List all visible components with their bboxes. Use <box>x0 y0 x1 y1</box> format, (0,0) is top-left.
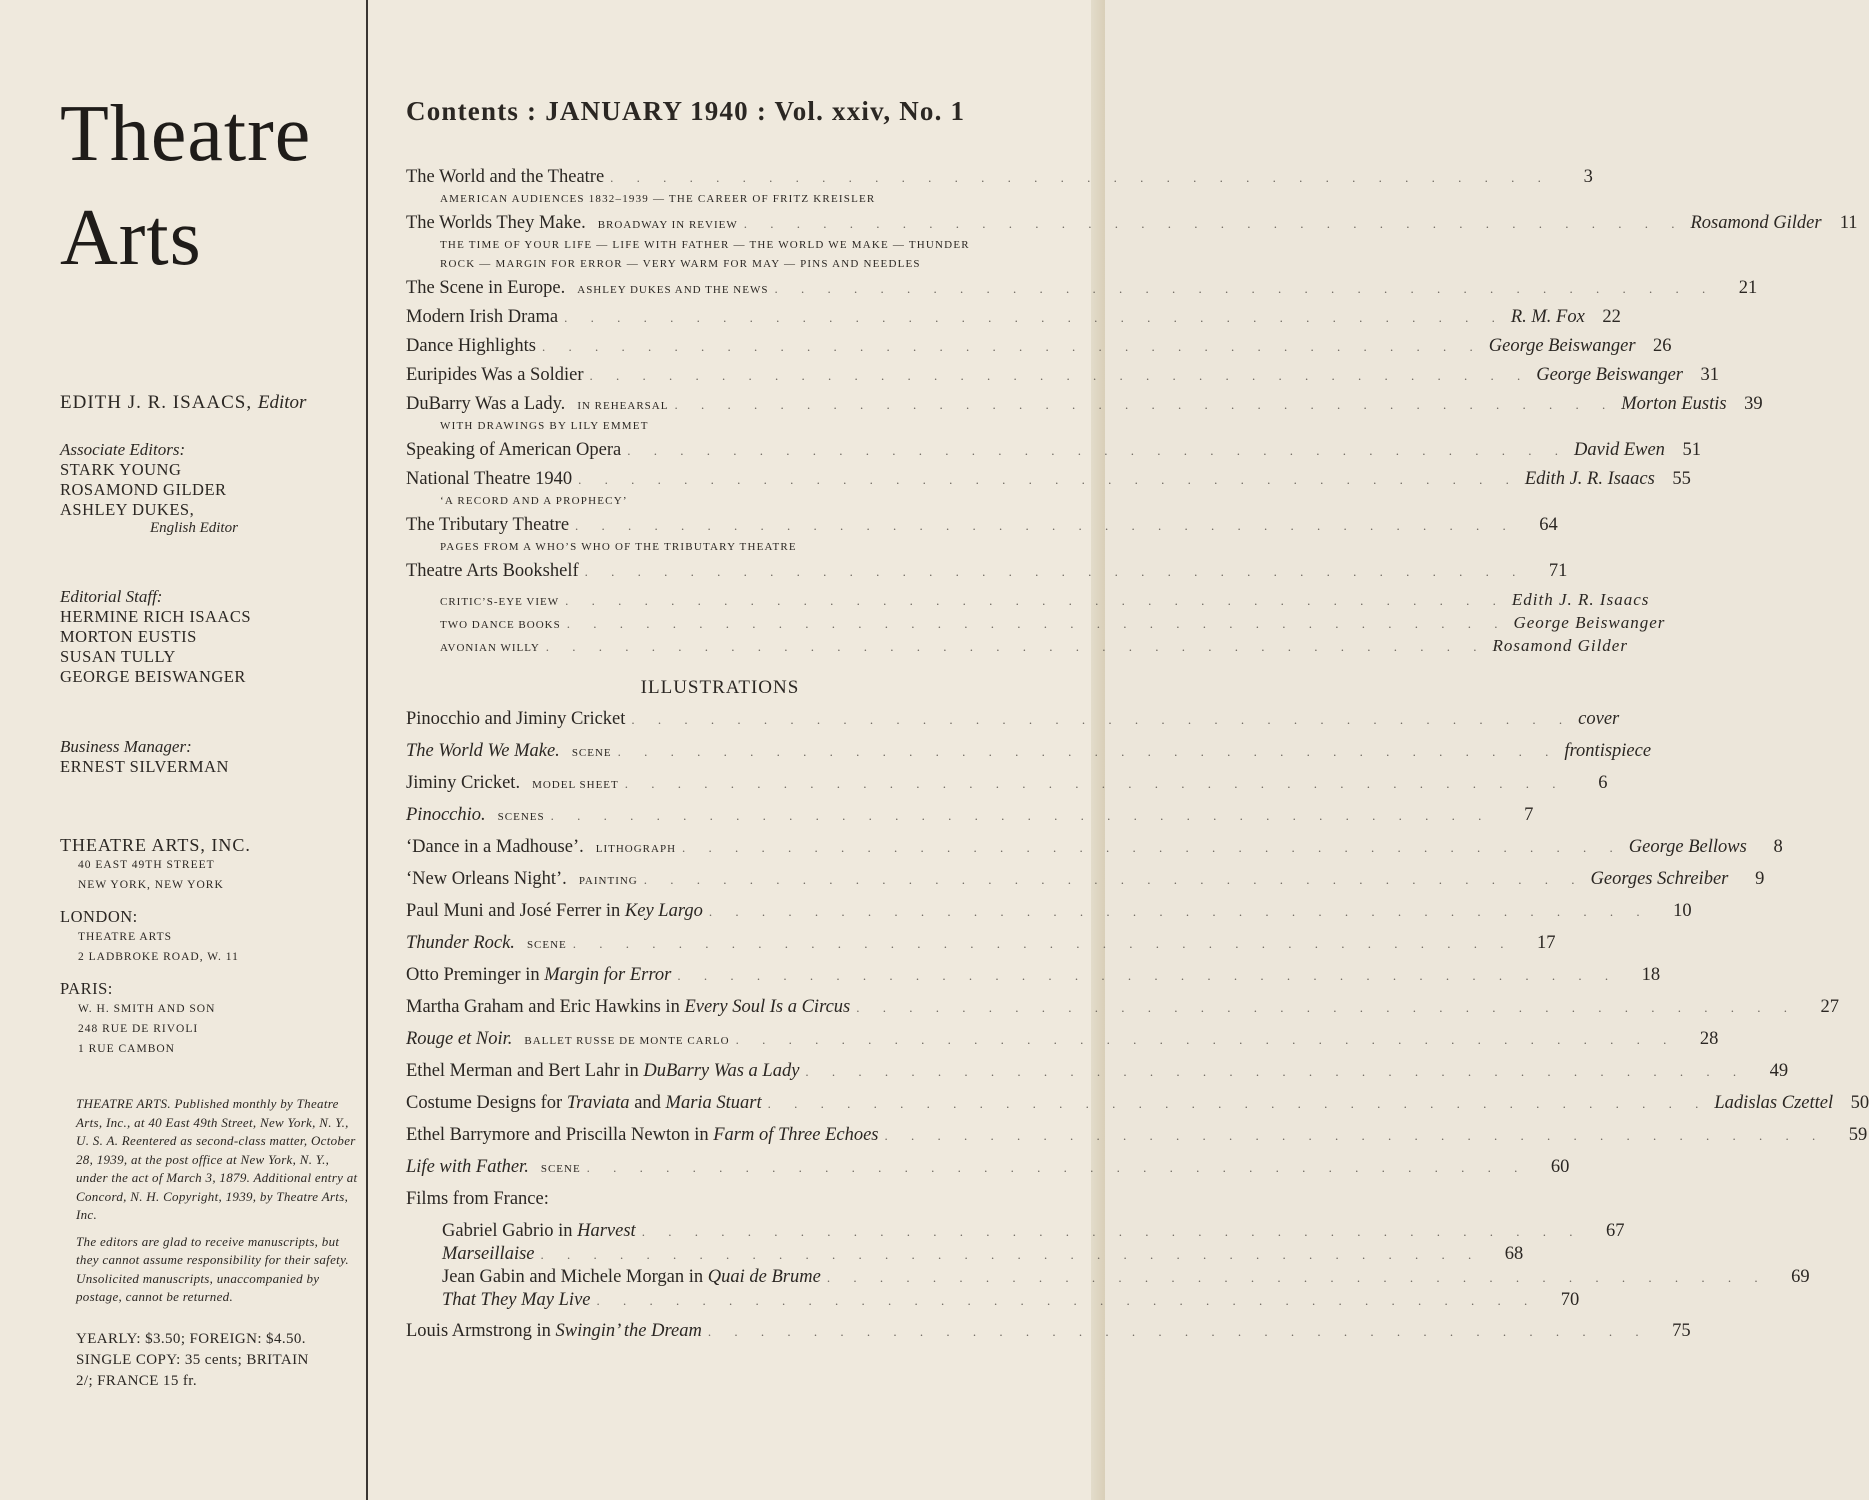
leader-dots: . . . . . . . . . . . . . . . . . . . . . . . . . . . . . . . . . . . . <box>624 776 1566 791</box>
illustration-title <box>406 997 850 1018</box>
associate-editor: ROSAMOND GILDER <box>60 480 227 499</box>
entry-note: ‘A RECORD AND A PROPHECY’ <box>440 495 628 507</box>
illustration-page: 70 <box>1560 1290 1580 1310</box>
contents-entry <box>406 307 1621 336</box>
bookshelf-title: AVONIAN WILLY <box>440 642 540 654</box>
illustration-entry <box>406 965 1661 997</box>
illustration-entry <box>406 869 1765 901</box>
illustration-page: frontispiece <box>1564 741 1652 761</box>
leader-dots: . . . . . . . . . . . . . . . . . . . . . . . . . . . . . . . . . . . . <box>677 968 1619 983</box>
editor-line <box>60 392 360 414</box>
illustration-title <box>442 1221 636 1242</box>
london-block <box>60 907 360 967</box>
illustration-subtitle: MODEL SHEET <box>532 779 619 791</box>
illustration-entry <box>406 709 1620 741</box>
entry-page: 64 <box>1539 515 1558 535</box>
leader-dots: . . . . . . . . . . . . . . . . . . . . . . . . . . . . . . . . . . . . <box>774 281 1716 296</box>
leader-dots: . . . . . . . . . . . . . . . . . . . . . . . . . . . . . . . . . . . . <box>572 936 1514 951</box>
title-italic: Rouge et Noir. <box>406 1029 513 1049</box>
magazine-title-line2: Arts <box>60 194 202 282</box>
leader-dots: . . . . . . . . . . . . . . . . . . . . . . . . . . . . . . . . . . . . <box>565 593 1506 608</box>
entry-title: National Theatre 1940 <box>406 469 573 489</box>
entry-author: Morton Eustis <box>1621 394 1727 414</box>
title-text: Jean Gabin and Michele Morgan in <box>442 1267 708 1287</box>
illustration-title <box>406 869 567 890</box>
entry-author: George Beiswanger <box>1488 336 1636 356</box>
entry-title: Modern Irish Drama <box>406 307 559 327</box>
title-italic: Harvest <box>577 1221 636 1241</box>
london-address: THEATRE ARTS <box>78 931 173 943</box>
bookshelf-entry <box>406 613 1666 636</box>
illustration-entry <box>406 805 1534 837</box>
bookshelf-title: TWO DANCE BOOKS <box>440 619 561 631</box>
illustration-subtitle: SCENE <box>571 747 612 759</box>
associate-label: Associate Editors: <box>60 440 186 459</box>
illustration-title <box>406 965 671 986</box>
last-illustration <box>406 1321 1691 1353</box>
leader-dots: . . . . . . . . . . . . . . . . . . . . . . . . . . . . . . . . . . . . <box>610 170 1551 185</box>
bookshelf-author: George Beiswanger <box>1513 613 1666 632</box>
leader-dots: . . . . . . . . . . . . . . . . . . . . . . . . . . . . . . . . . . . . <box>805 1064 1747 1079</box>
illustration-page: 50 <box>1850 1093 1869 1113</box>
title-italic: Margin for Error <box>544 965 672 985</box>
business-label: Business Manager: <box>60 737 192 756</box>
illustration-subtitle: LITHOGRAPH <box>595 843 677 855</box>
publication-note: THEATRE ARTS. Published monthly by Theatre Arts, Inc., at 40 East 49th Street, New York, N. Y., U. S. A. Reentered as second-class matter, October 28, 1939, at the post office at New York, N. Y., under the act of March 3, 1879. Additional entry at Concord, N. H. Copyright, 1939, by Theatre Arts, Inc. <box>76 1096 358 1222</box>
editorial-staff <box>60 587 360 687</box>
contents-entry <box>406 440 1701 469</box>
manuscript-note: The editors are glad to receive manuscripts, but they cannot assume responsibility for their safety. Unsolicited manuscripts, unaccompanied by postage, cannot be returned. <box>76 1233 349 1304</box>
leader-dots: . . . . . . . . . . . . . . . . . . . . . . . . . . . . . . . . . . . . <box>682 840 1623 855</box>
staff-label: Editorial Staff: <box>60 587 163 606</box>
leader-dots: . . . . . . . . . . . . . . . . . . . . . . . . . . . . . . . . . . . . <box>589 368 1531 383</box>
illustration-entry <box>406 1157 1570 1189</box>
staff-member: GEORGE BEISWANGER <box>60 667 246 686</box>
london-label: LONDON: <box>60 907 138 926</box>
entry-page: 11 <box>1839 213 1858 233</box>
films-list <box>406 1221 1810 1313</box>
contents-list <box>406 167 1858 590</box>
title-text: ‘New Orleans Night’. <box>406 869 567 889</box>
illustration-entry <box>406 1125 1868 1157</box>
title-italic: Farm of Three Echoes <box>713 1125 879 1145</box>
illustration-entry <box>406 933 1556 965</box>
leader-dots: . . . . . . . . . . . . . . . . . . . . . . . . . . . . . . . . . . . . <box>540 1247 1482 1262</box>
leader-dots: . . . . . . . . . . . . . . . . . . . . . . . . . . . . . . . . . . . . <box>643 872 1585 887</box>
leader-dots: . . . . . . . . . . . . . . . . . . . . . . . . . . . . . . . . . . . . <box>735 1032 1677 1047</box>
bookshelf-author: Edith J. R. Isaacs <box>1511 590 1650 609</box>
entry-note: AMERICAN AUDIENCES 1832–1939 — THE CAREER OF FRITZ KREISLER <box>440 193 876 205</box>
illustration-title <box>406 709 625 730</box>
title-text: ‘Dance in a Madhouse’. <box>406 837 584 857</box>
staff-member: HERMINE RICH ISAACS <box>60 607 252 626</box>
illustration-subtitle: SCENES <box>497 811 545 823</box>
business-name: ERNEST SILVERMAN <box>60 757 229 776</box>
london-address: 2 LADBROKE ROAD, W. 11 <box>78 951 239 963</box>
title-text: Paul Muni and José Ferrer in <box>406 901 625 921</box>
contents-entry <box>406 336 1672 365</box>
entry-title: The Worlds They Make. <box>406 213 586 233</box>
illustration-title <box>406 805 486 826</box>
illustration-title <box>406 773 520 794</box>
subscription-prices <box>60 1329 360 1392</box>
bookshelf-entry <box>406 636 1628 659</box>
illustration-page: 7 <box>1524 805 1534 825</box>
title-text: Gabriel Gabrio in <box>442 1221 578 1241</box>
leader-dots: . . . . . . . . . . . . . . . . . . . . . . . . . . . . . . . . . . . . <box>767 1096 1709 1111</box>
company-block <box>60 835 360 895</box>
title-italic: Maria Stuart <box>665 1093 762 1113</box>
title-text: Otto Preminger in <box>406 965 545 985</box>
illustration-artist: George Bellows <box>1628 837 1747 857</box>
associate-editors <box>60 440 360 537</box>
illustration-entry <box>406 773 1608 805</box>
illustration-title <box>406 1093 762 1114</box>
contents-entry <box>406 365 1720 394</box>
price-line: SINGLE COPY: 35 cents; BRITAIN <box>76 1351 309 1368</box>
leader-dots: . . . . . . . . . . . . . . . . . . . . . . . . . . . . . . . . . . . . <box>884 1128 1826 1143</box>
illustration-title <box>406 901 703 922</box>
company-address: 40 EAST 49TH STREET <box>78 859 215 871</box>
title-italic: Marseillaise <box>442 1244 535 1264</box>
entry-title: Speaking of American Opera <box>406 440 622 460</box>
film-entry <box>406 1267 1810 1290</box>
entry-title: DuBarry Was a Lady. <box>406 394 566 414</box>
illustration-subtitle: SCENE <box>526 939 567 951</box>
illustration-entry <box>406 837 1783 869</box>
paris-label: PARIS: <box>60 979 113 998</box>
title-italic: Key Largo <box>624 901 703 921</box>
leader-dots: . . . . . . . . . . . . . . . . . . . . . . . . . . . . . . . . . . . . <box>596 1293 1538 1308</box>
films-label: Films from France: <box>406 1189 549 1209</box>
illustration-page: 67 <box>1605 1221 1625 1241</box>
entry-title: The Scene in Europe. <box>406 278 566 298</box>
staff-member: MORTON EUSTIS <box>60 627 197 646</box>
illustration-entry <box>406 1029 1719 1061</box>
entry-page: 26 <box>1653 336 1672 356</box>
column-divider <box>366 0 368 1500</box>
film-entry <box>406 1290 1580 1313</box>
leader-dots: . . . . . . . . . . . . . . . . . . . . . . . . . . . . . . . . . . . . <box>566 616 1508 631</box>
illustration-title <box>442 1290 591 1311</box>
illustration-page: 49 <box>1769 1061 1789 1081</box>
leader-dots: . . . . . . . . . . . . . . . . . . . . . . . . . . . . . . . . . . . . <box>578 472 1519 487</box>
title-italic: Life with Father. <box>406 1157 529 1177</box>
entry-page: 55 <box>1672 469 1691 489</box>
title-italic: Swingin’ the Dream <box>555 1321 702 1341</box>
title-text: Ethel Merman and Bert Lahr in <box>406 1061 644 1081</box>
editor-name: EDITH J. R. ISAACS, <box>60 392 253 413</box>
film-entry <box>406 1244 1524 1267</box>
illustration-entry <box>406 901 1692 933</box>
title-text: Jiminy Cricket. <box>406 773 521 793</box>
entry-title: The World and the Theatre <box>406 167 605 187</box>
illustration-title <box>406 1321 702 1342</box>
illustration-entry <box>406 997 1839 1029</box>
leader-dots: . . . . . . . . . . . . . . . . . . . . . . . . . . . . . . . . . . . . <box>856 1000 1797 1015</box>
entry-title: The Tributary Theatre <box>406 515 570 535</box>
price-line: 2/; FRANCE 15 fr. <box>76 1372 197 1389</box>
masthead <box>60 82 360 1392</box>
paris-address: W. H. SMITH AND SON <box>78 1003 216 1015</box>
contents-entry <box>406 561 1568 590</box>
title-italic: That They May Live <box>442 1290 591 1310</box>
entry-page: 51 <box>1682 440 1701 460</box>
illustration-entry <box>406 741 1652 773</box>
illustration-title <box>406 1157 529 1178</box>
entry-note: THE TIME OF YOUR LIFE — LIFE WITH FATHER — THE WORLD WE MAKE — THUNDER ROCK — MARGIN FOR ERROR — VERY WARM FOR MAY — PINS AND NEEDLES <box>440 239 970 270</box>
company-name: THEATRE ARTS, INC. <box>60 835 251 855</box>
entry-subtitle: ASHLEY DUKES AND THE NEWS <box>577 284 769 296</box>
title-italic: Traviata <box>566 1093 630 1113</box>
illustration-page: 27 <box>1820 997 1839 1017</box>
illustration-title <box>406 933 515 954</box>
company-address: NEW YORK, NEW YORK <box>78 879 224 891</box>
illustrations-list <box>406 709 1869 1189</box>
price-line: YEARLY: $3.50; FOREIGN: $4.50. <box>76 1330 306 1347</box>
leader-dots: . . . . . . . . . . . . . . . . . . . . . . . . . . . . . . . . . . . . <box>826 1270 1768 1285</box>
illustration-page: 10 <box>1673 901 1692 921</box>
contents-column <box>406 96 1869 1353</box>
illustration-page: 60 <box>1550 1157 1570 1177</box>
entry-page: 71 <box>1548 561 1568 581</box>
title-italic: Quai de Brume <box>707 1267 821 1287</box>
entry-page: 39 <box>1744 394 1763 414</box>
title-italic: The World We Make. <box>406 741 560 761</box>
entry-note: WITH DRAWINGS BY LILY EMMET <box>440 420 649 432</box>
leader-dots: . . . . . . . . . . . . . . . . . . . . . . . . . . . . . . . . . . . . <box>586 1160 1528 1175</box>
leader-dots: . . . . . . . . . . . . . . . . . . . . . . . . . . . . . . . . . . . . <box>674 397 1616 412</box>
illustration-page: 75 <box>1672 1321 1691 1341</box>
entry-author: Rosamond Gilder <box>1690 213 1822 233</box>
title-italic: DuBarry Was a Lady <box>643 1061 800 1081</box>
illustration-page: 28 <box>1699 1029 1719 1049</box>
english-editor: English Editor <box>150 520 238 536</box>
illustration-page: cover <box>1578 709 1620 729</box>
editor-role: Editor <box>257 392 307 413</box>
entry-subtitle: IN REHEARSAL <box>577 400 669 412</box>
illustration-entry <box>406 1321 1691 1353</box>
illustration-subtitle: PAINTING <box>578 875 638 887</box>
title-italic: Pinocchio. <box>406 805 486 825</box>
entry-title: Dance Highlights <box>406 336 536 356</box>
business-manager <box>60 737 360 777</box>
leader-dots: . . . . . . . . . . . . . . . . . . . . . . . . . . . . . . . . . . . . <box>743 216 1685 231</box>
illustration-page: 8 <box>1773 837 1783 857</box>
bookshelf-title: CRITIC’S-EYE VIEW <box>440 596 560 608</box>
entry-page: 31 <box>1700 365 1720 385</box>
leader-dots: . . . . . . . . . . . . . . . . . . . . . . . . . . . . . . . . . . . . <box>550 808 1492 823</box>
entry-page: 21 <box>1738 278 1758 298</box>
paris-address: 1 RUE CAMBON <box>78 1043 175 1055</box>
entry-title: Theatre Arts Bookshelf <box>406 561 579 581</box>
entry-author: R. M. Fox <box>1510 307 1585 327</box>
illustration-title <box>406 1061 799 1082</box>
title-text: Ethel Barrymore and Priscilla Newton in <box>406 1125 714 1145</box>
illustration-artist: Ladislas Czettel <box>1714 1093 1834 1113</box>
leader-dots: . . . . . . . . . . . . . . . . . . . . . . . . . . . . . . . . . . . . <box>708 904 1650 919</box>
paris-address: 248 RUE DE RIVOLI <box>78 1023 199 1035</box>
bookshelf-list <box>406 590 1666 659</box>
title-italic: Thunder Rock. <box>406 933 515 953</box>
leader-dots: . . . . . . . . . . . . . . . . . . . . . . . . . . . . . . . . . . . . <box>631 712 1573 727</box>
magazine-title-line1: Theatre <box>60 90 312 178</box>
illustration-page: 9 <box>1755 869 1765 889</box>
illustration-page: 69 <box>1791 1267 1810 1287</box>
illustration-entry <box>406 1061 1789 1093</box>
title-text: and <box>629 1093 666 1113</box>
entry-title: Euripides Was a Soldier <box>406 365 584 385</box>
title-text: Pinocchio and Jiminy Cricket <box>406 709 626 729</box>
title-italic: Every Soul Is a Circus <box>684 997 851 1017</box>
illustration-page: 18 <box>1641 965 1661 985</box>
illustration-title <box>406 741 560 762</box>
contents-entry <box>406 278 1758 307</box>
title-text: Martha Graham and Eric Hawkins in <box>406 997 685 1017</box>
leader-dots: . . . . . . . . . . . . . . . . . . . . . . . . . . . . . . . . . . . . <box>575 518 1516 533</box>
illustration-page: 68 <box>1504 1244 1524 1264</box>
entry-page: 3 <box>1583 167 1593 187</box>
leader-dots: . . . . . . . . . . . . . . . . . . . . . . . . . . . . . . . . . . . . <box>584 564 1526 579</box>
illustrations-heading: ILLUSTRATIONS <box>640 677 800 698</box>
leader-dots: . . . . . . . . . . . . . . . . . . . . . . . . . . . . . . . . . . . . <box>707 1324 1649 1339</box>
paris-block <box>60 979 360 1059</box>
bookshelf-entry <box>406 590 1650 613</box>
illustration-title <box>442 1267 821 1288</box>
illustration-page: 17 <box>1537 933 1556 953</box>
bookshelf-author: Rosamond Gilder <box>1492 636 1628 655</box>
illustration-title <box>406 837 584 858</box>
entry-subtitle: BROADWAY IN REVIEW <box>597 219 738 231</box>
title-text: Louis Armstrong in <box>406 1321 556 1341</box>
illustration-subtitle: BALLET RUSSE DE MONTE CARLO <box>524 1035 730 1047</box>
illustration-title <box>406 1029 512 1050</box>
associate-editor: ASHLEY DUKES, <box>60 500 195 519</box>
leader-dots: . . . . . . . . . . . . . . . . . . . . . . . . . . . . . . . . . . . . <box>545 639 1487 654</box>
illustration-title <box>442 1244 535 1265</box>
entry-note: PAGES FROM A WHO’S WHO OF THE TRIBUTARY THEATRE <box>440 541 797 553</box>
leader-dots: . . . . . . . . . . . . . . . . . . . . . . . . . . . . . . . . . . . . <box>641 1224 1583 1239</box>
illustration-entry <box>406 1093 1869 1125</box>
film-entry <box>406 1221 1625 1244</box>
entry-author: David Ewen <box>1574 440 1665 460</box>
staff-member: SUSAN TULLY <box>60 647 176 666</box>
associate-editor: STARK YOUNG <box>60 460 182 479</box>
entry-author: Edith J. R. Isaacs <box>1524 469 1655 489</box>
title-text: Costume Designs for <box>406 1093 567 1113</box>
illustration-artist: Georges Schreiber <box>1590 869 1729 889</box>
leader-dots: . . . . . . . . . . . . . . . . . . . . . . . . . . . . . . . . . . . . <box>564 310 1505 325</box>
illustration-title <box>406 1125 879 1146</box>
leader-dots: . . . . . . . . . . . . . . . . . . . . . . . . . . . . . . . . . . . . <box>617 744 1559 759</box>
illustration-page: 6 <box>1598 773 1608 793</box>
illustration-subtitle: SCENE <box>540 1163 581 1175</box>
entry-page: 22 <box>1602 307 1621 327</box>
leader-dots: . . . . . . . . . . . . . . . . . . . . . . . . . . . . . . . . . . . . <box>542 339 1483 354</box>
contents-heading: Contents : JANUARY 1940 : Vol. xxiv, No. 1 <box>406 96 966 126</box>
leader-dots: . . . . . . . . . . . . . . . . . . . . . . . . . . . . . . . . . . . . <box>627 443 1568 458</box>
illustration-page: 59 <box>1848 1125 1868 1145</box>
entry-author: George Beiswanger <box>1536 365 1684 385</box>
